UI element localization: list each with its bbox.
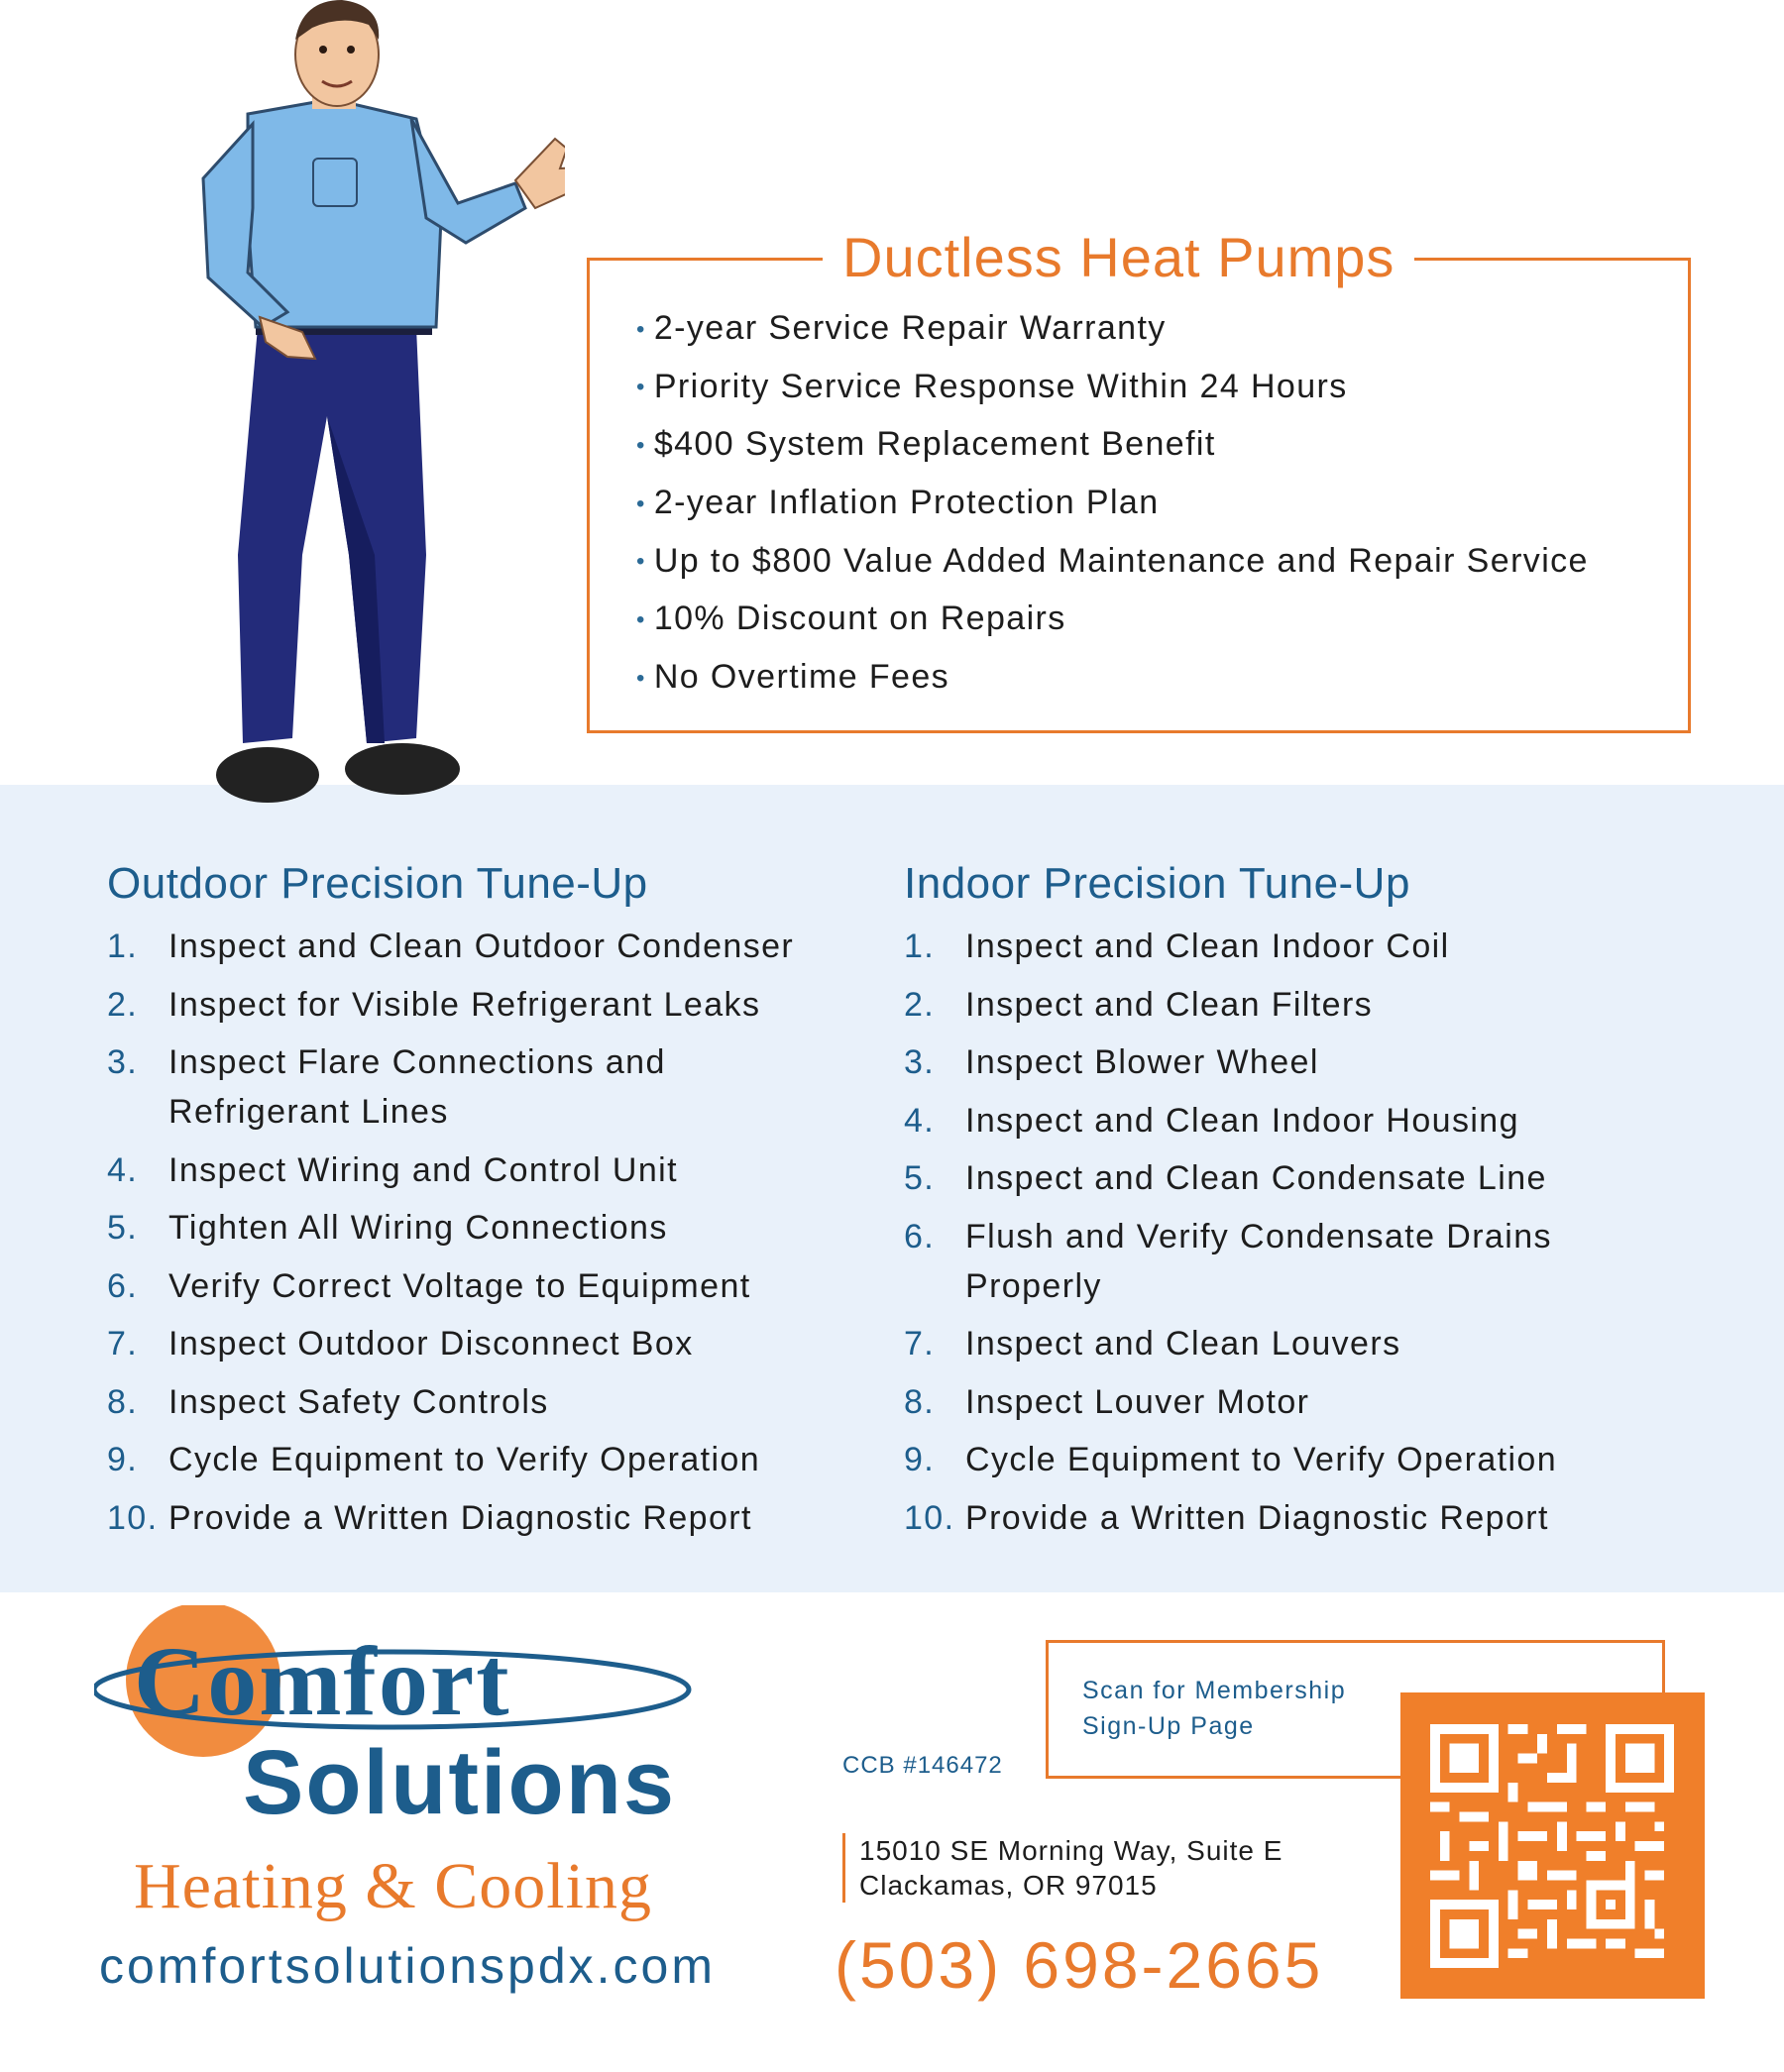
step-item: 9. Cycle Equipment to Verify Operation <box>107 1441 761 1478</box>
step-item: 8. Inspect Safety Controls <box>107 1382 549 1421</box>
feature-title: Ductless Heat Pumps <box>823 218 1414 297</box>
indoor-steps <box>904 922 1697 1551</box>
scan-callout-text <box>1082 1673 1346 1744</box>
bullet-icon: • <box>636 606 646 634</box>
address <box>842 1833 1282 1903</box>
feature-item: • 10% Discount on Repairs <box>636 600 1066 638</box>
step-item: 5. Tighten All Wiring Connections <box>107 1209 668 1247</box>
step-item: 5. Inspect and Clean Condensate Line <box>904 1159 1547 1197</box>
qr-code-icon[interactable] <box>1430 1724 1674 1968</box>
scan-line-1: Scan for Membership <box>1082 1677 1347 1704</box>
feature-item: • Priority Service Response Within 24 Hours <box>636 367 1348 405</box>
step-item: 3. Inspect Flare Connections and Refrigerant Lines <box>107 1043 666 1131</box>
step-item: 4. Inspect and Clean Indoor Housing <box>904 1101 1519 1140</box>
step-item: 7. Inspect Outdoor Disconnect Box <box>107 1325 694 1363</box>
website-link[interactable]: comfortsolutionspdx.com <box>99 1938 717 1994</box>
logo-line-heating-cooling: Heating & Cooling <box>134 1850 652 1922</box>
step-item: 4. Inspect Wiring and Control Unit <box>107 1150 678 1189</box>
step-item: 8. Inspect Louver Motor <box>904 1382 1310 1421</box>
step-item: 9. Cycle Equipment to Verify Operation <box>904 1441 1558 1478</box>
step-item: 2. Inspect for Visible Refrigerant Leaks <box>107 985 761 1024</box>
step-item: 1. Inspect and Clean Indoor Coil <box>904 927 1450 965</box>
phone-number[interactable]: (503) 698-2665 <box>835 1928 1324 2002</box>
bullet-icon: • <box>636 374 646 401</box>
feature-item: • 2-year Inflation Protection Plan <box>636 484 1160 522</box>
step-item: 10. Provide a Written Diagnostic Report <box>107 1498 752 1537</box>
bullet-icon: • <box>636 548 646 576</box>
feature-list <box>636 299 1589 707</box>
logo-line-comfort: Comfort <box>134 1626 511 1736</box>
step-item: 2. Inspect and Clean Filters <box>904 985 1374 1024</box>
feature-item: • $400 System Replacement Benefit <box>636 425 1216 464</box>
logo-line-solutions: Solutions <box>243 1732 677 1833</box>
bullet-icon: • <box>636 315 646 343</box>
feature-item: • No Overtime Fees <box>636 658 950 697</box>
ccb-number: CCB #146472 <box>842 1752 1003 1779</box>
step-item: 1. Inspect and Clean Outdoor Condenser <box>107 927 795 965</box>
feature-item: • 2-year Service Repair Warranty <box>636 309 1167 347</box>
step-item: 7. Inspect and Clean Louvers <box>904 1325 1401 1363</box>
step-item: 10. Provide a Written Diagnostic Report <box>904 1498 1549 1537</box>
technician-illustration <box>89 0 565 822</box>
address-line-2: Clackamas, OR 97015 <box>859 1870 1158 1901</box>
bullet-icon: • <box>636 490 646 517</box>
bullet-icon: • <box>636 432 646 460</box>
feature-item: • Up to $800 Value Added Maintenance and Repair Service <box>636 541 1589 580</box>
outdoor-steps <box>107 922 860 1551</box>
step-item: 6. Flush and Verify Condensate Drains Properly <box>904 1217 1552 1305</box>
step-item: 3. Inspect Blower Wheel <box>904 1043 1319 1081</box>
bullet-icon: • <box>636 664 646 692</box>
outdoor-title: Outdoor Precision Tune-Up <box>107 859 648 908</box>
step-item: 6. Verify Correct Voltage to Equipment <box>107 1266 751 1305</box>
company-logo <box>94 1605 768 1922</box>
address-line-1: 15010 SE Morning Way, Suite E <box>859 1835 1283 1866</box>
scan-line-2: Sign-Up Page <box>1082 1712 1255 1740</box>
indoor-title: Indoor Precision Tune-Up <box>904 859 1410 908</box>
